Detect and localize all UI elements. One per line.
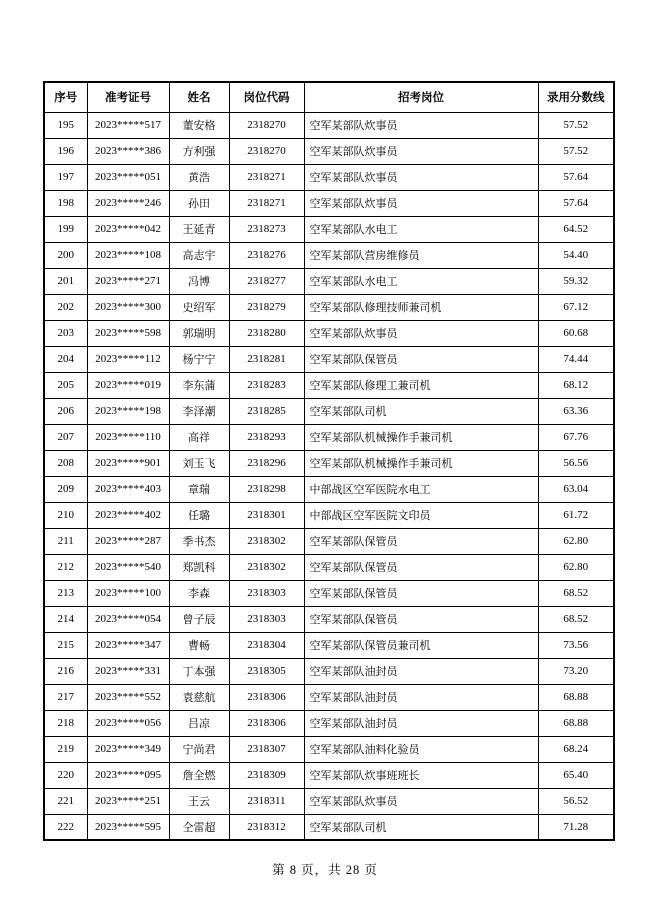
cell-position: 空军某部队保管员: [304, 606, 538, 632]
cell-serial-number: 200: [44, 242, 87, 268]
cell-serial-number: 203: [44, 320, 87, 346]
cell-name: 李东蒲: [169, 372, 229, 398]
cell-position-code: 2318280: [229, 320, 304, 346]
cell-exam-id: 2023*****198: [87, 398, 169, 424]
cell-score-line: 63.36: [538, 398, 614, 424]
cell-serial-number: 205: [44, 372, 87, 398]
cell-serial-number: 206: [44, 398, 87, 424]
cell-score-line: 68.12: [538, 372, 614, 398]
cell-position: 空军某部队修理工兼司机: [304, 372, 538, 398]
cell-name: 曹畅: [169, 632, 229, 658]
cell-score-line: 59.32: [538, 268, 614, 294]
cell-serial-number: 210: [44, 502, 87, 528]
cell-score-line: 68.52: [538, 606, 614, 632]
cell-position-code: 2318301: [229, 502, 304, 528]
table-row: [44, 762, 614, 788]
cell-score-line: 57.64: [538, 164, 614, 190]
table-row: [44, 112, 614, 138]
cell-position-code: 2318277: [229, 268, 304, 294]
table-row: [44, 450, 614, 476]
cell-score-line: 57.52: [538, 112, 614, 138]
cell-position: 空军某部队炊事班班长: [304, 762, 538, 788]
cell-score-line: 60.68: [538, 320, 614, 346]
cell-serial-number: 216: [44, 658, 87, 684]
cell-serial-number: 201: [44, 268, 87, 294]
cell-name: 郭瑞明: [169, 320, 229, 346]
cell-position: 空军某部队炊事员: [304, 788, 538, 814]
table-row: [44, 710, 614, 736]
table-row: [44, 190, 614, 216]
cell-name: 王云: [169, 788, 229, 814]
cell-position-code: 2318306: [229, 710, 304, 736]
cell-position: 空军某部队机械操作手兼司机: [304, 424, 538, 450]
cell-position: 空军某部队修理技师兼司机: [304, 294, 538, 320]
table-row: [44, 814, 614, 840]
cell-position-code: 2318305: [229, 658, 304, 684]
cell-exam-id: 2023*****251: [87, 788, 169, 814]
table-row: [44, 580, 614, 606]
cell-position: 空军某部队炊事员: [304, 190, 538, 216]
table-body: [44, 112, 614, 840]
cell-exam-id: 2023*****100: [87, 580, 169, 606]
table-row: [44, 346, 614, 372]
cell-serial-number: 198: [44, 190, 87, 216]
cell-exam-id: 2023*****403: [87, 476, 169, 502]
cell-exam-id: 2023*****347: [87, 632, 169, 658]
table-row: [44, 320, 614, 346]
cell-exam-id: 2023*****110: [87, 424, 169, 450]
column-header-name: 姓名: [169, 82, 229, 112]
cell-position-code: 2318281: [229, 346, 304, 372]
cell-name: 丁本强: [169, 658, 229, 684]
cell-position: 空军某部队炊事员: [304, 164, 538, 190]
cell-position-code: 2318279: [229, 294, 304, 320]
cell-name: 任璐: [169, 502, 229, 528]
cell-position-code: 2318304: [229, 632, 304, 658]
cell-exam-id: 2023*****054: [87, 606, 169, 632]
cell-position: 空军某部队水电工: [304, 268, 538, 294]
cell-score-line: 67.76: [538, 424, 614, 450]
table-row: [44, 736, 614, 762]
cell-position-code: 2318271: [229, 190, 304, 216]
cell-position: 空军某部队油料化验员: [304, 736, 538, 762]
cell-score-line: 65.40: [538, 762, 614, 788]
cell-position-code: 2318303: [229, 606, 304, 632]
cell-position-code: 2318311: [229, 788, 304, 814]
cell-score-line: 67.12: [538, 294, 614, 320]
cell-position-code: 2318271: [229, 164, 304, 190]
cell-position-code: 2318270: [229, 112, 304, 138]
cell-name: 孙田: [169, 190, 229, 216]
cell-position-code: 2318296: [229, 450, 304, 476]
cell-score-line: 68.24: [538, 736, 614, 762]
cell-position: 空军某部队保管员兼司机: [304, 632, 538, 658]
table-row: [44, 502, 614, 528]
cell-serial-number: 196: [44, 138, 87, 164]
cell-serial-number: 207: [44, 424, 87, 450]
table-row: [44, 658, 614, 684]
cell-position: 空军某部队保管员: [304, 580, 538, 606]
cell-score-line: 54.40: [538, 242, 614, 268]
cell-score-line: 73.56: [538, 632, 614, 658]
cell-serial-number: 221: [44, 788, 87, 814]
cell-score-line: 68.88: [538, 710, 614, 736]
cell-name: 曾子辰: [169, 606, 229, 632]
cell-exam-id: 2023*****517: [87, 112, 169, 138]
cell-name: 高祥: [169, 424, 229, 450]
cell-exam-id: 2023*****552: [87, 684, 169, 710]
cell-serial-number: 199: [44, 216, 87, 242]
cell-serial-number: 218: [44, 710, 87, 736]
cell-serial-number: 220: [44, 762, 87, 788]
cell-serial-number: 195: [44, 112, 87, 138]
cell-position: 空军某部队炊事员: [304, 138, 538, 164]
cell-position-code: 2318270: [229, 138, 304, 164]
cell-score-line: 64.52: [538, 216, 614, 242]
cell-exam-id: 2023*****051: [87, 164, 169, 190]
cell-name: 郑凯科: [169, 554, 229, 580]
cell-score-line: 62.80: [538, 554, 614, 580]
cell-name: 宁尚君: [169, 736, 229, 762]
cell-position: 空军某部队保管员: [304, 346, 538, 372]
table-row: [44, 138, 614, 164]
table-row: [44, 788, 614, 814]
table-row: [44, 632, 614, 658]
cell-name: 史绍军: [169, 294, 229, 320]
cell-score-line: 68.52: [538, 580, 614, 606]
cell-score-line: 68.88: [538, 684, 614, 710]
table-row: [44, 476, 614, 502]
cell-exam-id: 2023*****056: [87, 710, 169, 736]
cell-exam-id: 2023*****402: [87, 502, 169, 528]
table-row: [44, 528, 614, 554]
page-number-footer: 第 8 页，共 28 页: [272, 863, 378, 877]
cell-name: 章瑞: [169, 476, 229, 502]
cell-name: 李泽潮: [169, 398, 229, 424]
cell-position: 空军某部队营房维修员: [304, 242, 538, 268]
cell-exam-id: 2023*****349: [87, 736, 169, 762]
table-row: [44, 294, 614, 320]
cell-name: 高志宇: [169, 242, 229, 268]
cell-name: 詹全燃: [169, 762, 229, 788]
cell-score-line: 57.52: [538, 138, 614, 164]
table-row: [44, 242, 614, 268]
cell-position: 空军某部队油封员: [304, 658, 538, 684]
cell-exam-id: 2023*****540: [87, 554, 169, 580]
cell-serial-number: 211: [44, 528, 87, 554]
column-header-exam-id: 准考证号: [87, 82, 169, 112]
cell-position: 中部战区空军医院文印员: [304, 502, 538, 528]
cell-score-line: 57.64: [538, 190, 614, 216]
cell-serial-number: 204: [44, 346, 87, 372]
cell-score-line: 56.52: [538, 788, 614, 814]
cell-position-code: 2318312: [229, 814, 304, 840]
cell-exam-id: 2023*****598: [87, 320, 169, 346]
cell-exam-id: 2023*****901: [87, 450, 169, 476]
cell-name: 方利强: [169, 138, 229, 164]
cell-exam-id: 2023*****019: [87, 372, 169, 398]
cell-serial-number: 214: [44, 606, 87, 632]
cell-position: 空军某部队炊事员: [304, 320, 538, 346]
cell-exam-id: 2023*****095: [87, 762, 169, 788]
cell-score-line: 74.44: [538, 346, 614, 372]
cell-score-line: 73.20: [538, 658, 614, 684]
cell-score-line: 56.56: [538, 450, 614, 476]
cell-position-code: 2318302: [229, 554, 304, 580]
cell-name: 袁慈航: [169, 684, 229, 710]
cell-position-code: 2318306: [229, 684, 304, 710]
cell-exam-id: 2023*****271: [87, 268, 169, 294]
cell-name: 董安格: [169, 112, 229, 138]
cell-exam-id: 2023*****246: [87, 190, 169, 216]
cell-position: 空军某部队保管员: [304, 554, 538, 580]
cell-position-code: 2318303: [229, 580, 304, 606]
cell-score-line: 63.04: [538, 476, 614, 502]
cell-serial-number: 217: [44, 684, 87, 710]
cell-position: 空军某部队油封员: [304, 710, 538, 736]
cell-serial-number: 222: [44, 814, 87, 840]
cell-name: 杨宁宁: [169, 346, 229, 372]
table-row: [44, 372, 614, 398]
cell-exam-id: 2023*****042: [87, 216, 169, 242]
admission-score-table: [43, 81, 615, 841]
cell-serial-number: 202: [44, 294, 87, 320]
cell-exam-id: 2023*****300: [87, 294, 169, 320]
cell-name: 吕凉: [169, 710, 229, 736]
cell-name: 冯博: [169, 268, 229, 294]
cell-name: 季书杰: [169, 528, 229, 554]
cell-exam-id: 2023*****108: [87, 242, 169, 268]
cell-score-line: 62.80: [538, 528, 614, 554]
cell-name: 王延青: [169, 216, 229, 242]
cell-exam-id: 2023*****386: [87, 138, 169, 164]
cell-serial-number: 212: [44, 554, 87, 580]
table-row: [44, 554, 614, 580]
cell-exam-id: 2023*****331: [87, 658, 169, 684]
cell-score-line: 71.28: [538, 814, 614, 840]
cell-name: 李森: [169, 580, 229, 606]
cell-name: 刘玉飞: [169, 450, 229, 476]
cell-position: 空军某部队炊事员: [304, 112, 538, 138]
column-header-position: 招考岗位: [304, 82, 538, 112]
table-row: [44, 424, 614, 450]
cell-position: 空军某部队水电工: [304, 216, 538, 242]
cell-name: 黄浩: [169, 164, 229, 190]
cell-position-code: 2318276: [229, 242, 304, 268]
cell-serial-number: 215: [44, 632, 87, 658]
cell-exam-id: 2023*****595: [87, 814, 169, 840]
cell-position: 中部战区空军医院水电工: [304, 476, 538, 502]
cell-position-code: 2318309: [229, 762, 304, 788]
cell-position: 空军某部队司机: [304, 814, 538, 840]
cell-serial-number: 219: [44, 736, 87, 762]
cell-exam-id: 2023*****287: [87, 528, 169, 554]
table-row: [44, 216, 614, 242]
cell-serial-number: 197: [44, 164, 87, 190]
cell-serial-number: 213: [44, 580, 87, 606]
table-row: [44, 164, 614, 190]
cell-name: 仝雷超: [169, 814, 229, 840]
table-row: [44, 606, 614, 632]
cell-position: 空军某部队保管员: [304, 528, 538, 554]
column-header-score-line: 录用分数线: [538, 82, 614, 112]
cell-position-code: 2318283: [229, 372, 304, 398]
cell-serial-number: 208: [44, 450, 87, 476]
cell-position-code: 2318298: [229, 476, 304, 502]
column-header-serial-number: 序号: [44, 82, 87, 112]
cell-position: 空军某部队司机: [304, 398, 538, 424]
cell-position-code: 2318307: [229, 736, 304, 762]
cell-position-code: 2318302: [229, 528, 304, 554]
table-row: [44, 268, 614, 294]
cell-exam-id: 2023*****112: [87, 346, 169, 372]
cell-position-code: 2318285: [229, 398, 304, 424]
cell-position-code: 2318273: [229, 216, 304, 242]
header-row: [44, 82, 614, 112]
cell-serial-number: 209: [44, 476, 87, 502]
cell-position: 空军某部队油封员: [304, 684, 538, 710]
cell-position: 空军某部队机械操作手兼司机: [304, 450, 538, 476]
cell-score-line: 61.72: [538, 502, 614, 528]
table-row: [44, 398, 614, 424]
cell-position-code: 2318293: [229, 424, 304, 450]
table-row: [44, 684, 614, 710]
column-header-position-code: 岗位代码: [229, 82, 304, 112]
